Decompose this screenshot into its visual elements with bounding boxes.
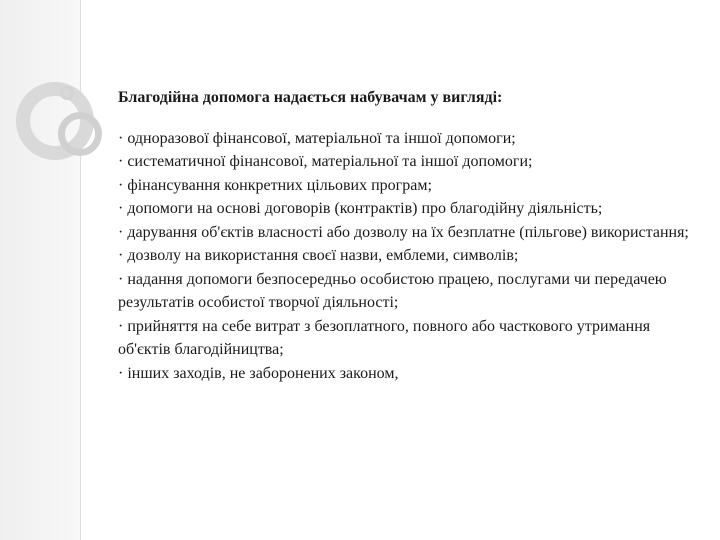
list-item: · надання допомоги безпосередньо особистою працею, послугами чи передачею результатів особистої творчої діяльності; (118, 270, 667, 311)
list-item: · дарування об'єктів власності або дозволу на їх безплатне (пільгове) використання; (118, 223, 689, 241)
decorative-ring-small (60, 86, 74, 100)
band-divider (80, 0, 81, 540)
list-item: · фінансування конкретних цільових програм; (118, 176, 432, 194)
decorative-left-band (0, 0, 80, 540)
list-item: · інших заходів, не заборонених законом, (118, 364, 399, 382)
decorative-ring-medium (58, 112, 102, 156)
list-item: · допомоги на основі договорів (контрактів) про благодійну діяльність; (118, 200, 603, 217)
list-item: · одноразової фінансової, матеріальної та іншої допомоги; (118, 129, 516, 147)
slide-heading: Благодійна допомога надається набувачам у вигляді: (118, 89, 503, 106)
list-item: · прийняття на себе витрат з безоплатного, повного або часткового утримання об'єктів благодійництва; (118, 317, 651, 358)
slide-content (118, 86, 698, 385)
list-item: · систематичної фінансової, матеріальної та іншої допомоги; (118, 153, 533, 170)
list-item: · дозволу на використання своєї назви, емблеми, символів; (118, 247, 519, 264)
